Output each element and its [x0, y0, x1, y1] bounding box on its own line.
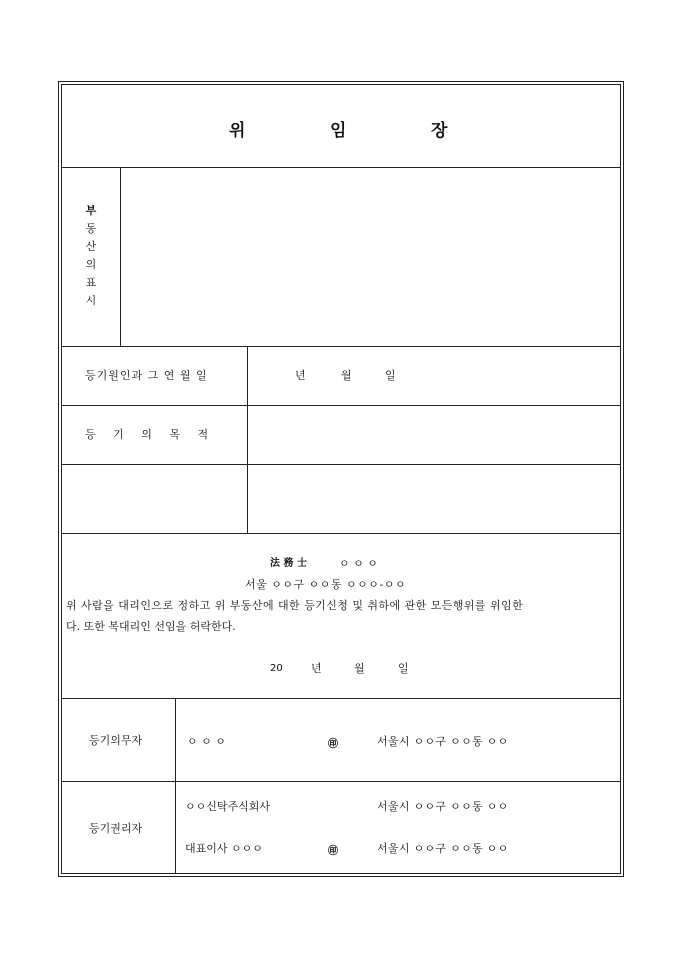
delegation-day-label: 일: [398, 662, 409, 675]
property-description-field[interactable]: [122, 169, 619, 345]
delegation-year-label: 년: [311, 662, 322, 675]
title-char-1: 위: [229, 121, 246, 141]
agent-title: 法 務 士: [270, 558, 307, 569]
delegation-statement-line1: 위 사람을 대리인으로 정하고 위 부동산에 대한 등기신청 및 취하에 관한 모든행위를 위임한: [66, 599, 524, 612]
property-label-char: 부: [85, 204, 97, 217]
divider-property-label: [120, 167, 121, 346]
property-label-char: 동: [85, 222, 97, 235]
registration-purpose-field[interactable]: [249, 407, 619, 463]
registration-purpose-label: 등 기 의 목 적: [85, 428, 209, 441]
blank-row-label-field[interactable]: [63, 466, 246, 532]
obligor-address: 서울시 ㅇㅇ구 ㅇㅇ동 ㅇㅇ: [377, 735, 509, 748]
delegation-month-label: 월: [354, 662, 365, 675]
cause-month-label: 월: [341, 369, 352, 382]
cause-year-label: 년: [295, 369, 306, 382]
divider-label-column: [247, 346, 248, 533]
property-label: [84, 202, 98, 310]
property-label-char: 시: [85, 294, 97, 307]
obligee-representative-address: 서울시 ㅇㅇ구 ㅇㅇ동 ㅇㅇ: [377, 842, 509, 855]
registration-cause-label: 등기원인과 그 연 월 일: [85, 369, 208, 382]
divider-party-label: [175, 698, 176, 874]
delegation-statement-line2: 다. 또한 복대리인 선임을 허락한다.: [66, 620, 236, 633]
obligor-label: 등기의무자: [89, 734, 143, 747]
obligee-seal-mark: ㊞: [328, 846, 338, 857]
blank-row-value-field[interactable]: [249, 466, 619, 532]
divider-delegation: [61, 698, 621, 699]
title-char-2: 임: [330, 121, 347, 141]
divider-blank: [61, 533, 621, 534]
title-char-3: 장: [431, 121, 448, 141]
obligee-company-address: 서울시 ㅇㅇ구 ㅇㅇ동 ㅇㅇ: [377, 800, 509, 813]
divider-purpose: [61, 464, 621, 465]
divider-title: [61, 167, 621, 168]
cause-day-label: 일: [385, 369, 396, 382]
property-label-char: 표: [85, 276, 97, 289]
obligor-name: ㅇ ㅇ ㅇ: [187, 735, 226, 748]
obligee-company: ㅇㅇ신탁주식회사: [185, 800, 271, 813]
agent-address: 서울 ㅇㅇ구 ㅇㅇ동 ㅇㅇㅇ-ㅇㅇ: [245, 578, 407, 591]
divider-obligor: [61, 781, 621, 782]
property-label-char: 산: [85, 240, 97, 253]
property-label-char: 의: [85, 258, 97, 271]
obligee-label: 등기권리자: [89, 822, 143, 835]
divider-cause: [61, 405, 621, 406]
delegation-date-prefix: 20: [270, 663, 283, 674]
divider-property: [61, 346, 621, 347]
obligor-seal-mark: ㊞: [328, 739, 338, 750]
obligee-representative: 대표이사 ㅇㅇㅇ: [185, 842, 263, 855]
agent-name: ㅇ ㅇ ㅇ: [339, 557, 378, 570]
